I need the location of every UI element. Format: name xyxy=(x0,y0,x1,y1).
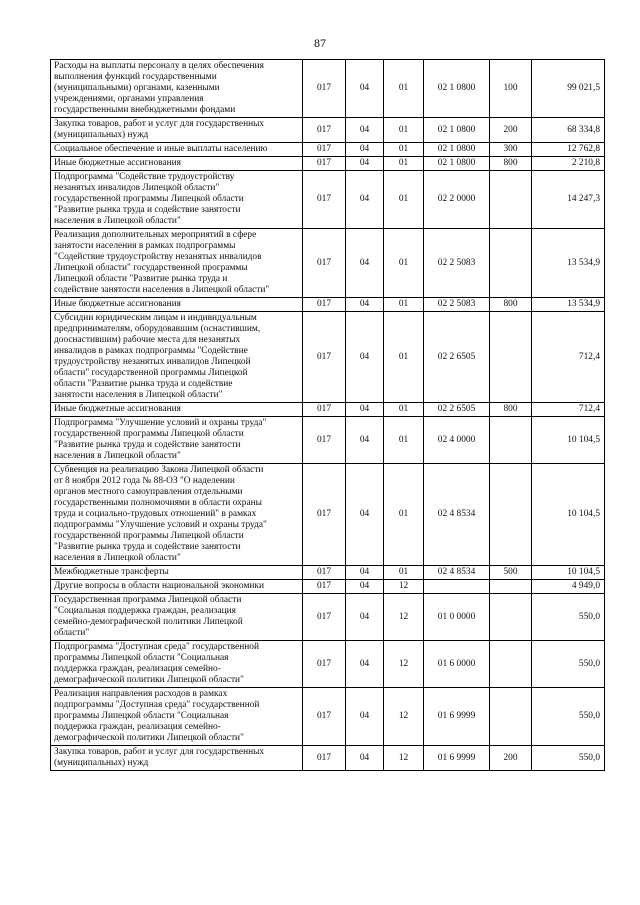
table-row xyxy=(51,229,605,298)
target-article-cell xyxy=(424,580,490,594)
section-code-cell: 04 xyxy=(346,688,384,746)
amount-cell: 10 104,5 xyxy=(532,464,605,566)
target-article-cell: 02 2 6505 xyxy=(424,312,490,403)
subsection-code-cell: 01 xyxy=(384,171,424,229)
target-article-cell: 02 1 0800 xyxy=(424,118,490,143)
subsection-code-cell: 12 xyxy=(384,594,424,641)
expense-type-cell: 200 xyxy=(490,746,532,771)
table-row xyxy=(51,464,605,566)
expense-type-cell: 300 xyxy=(490,143,532,157)
expense-type-cell: 800 xyxy=(490,403,532,417)
ministry-code-cell: 017 xyxy=(303,641,346,688)
table-row xyxy=(51,403,605,417)
table-row xyxy=(51,171,605,229)
target-article-cell: 02 2 0000 xyxy=(424,171,490,229)
subsection-code-cell: 01 xyxy=(384,298,424,312)
subsection-code-cell: 12 xyxy=(384,641,424,688)
table-row xyxy=(51,688,605,746)
target-article-cell: 02 4 8534 xyxy=(424,464,490,566)
target-article-cell: 01 6 9999 xyxy=(424,688,490,746)
section-code-cell: 04 xyxy=(346,171,384,229)
amount-cell: 13 534,9 xyxy=(532,298,605,312)
expense-type-cell xyxy=(490,688,532,746)
row-name-cell: Закупка товаров, работ и услуг для государственных (муниципальных) нужд xyxy=(51,746,303,771)
ministry-code-cell: 017 xyxy=(303,688,346,746)
row-name-cell: Подпрограмма "Доступная среда" государственной программы Липецкой области "Социальная поддержка граждан, реализация семейно- демографической политики Липецкой области" xyxy=(51,641,303,688)
section-code-cell: 04 xyxy=(346,312,384,403)
target-article-cell: 02 1 0800 xyxy=(424,157,490,171)
section-code-cell: 04 xyxy=(346,464,384,566)
row-name-cell: Подпрограмма "Улучшение условий и охраны труда" государственной программы Липецкой области "Развитие рынка труда и содействие занятости населения в Липецкой области" xyxy=(51,417,303,464)
subsection-code-cell: 01 xyxy=(384,464,424,566)
target-article-cell: 01 6 0000 xyxy=(424,641,490,688)
row-name-cell: Другие вопросы в области национальной экономики xyxy=(51,580,303,594)
section-code-cell: 04 xyxy=(346,417,384,464)
amount-cell: 4 949,0 xyxy=(532,580,605,594)
ministry-code-cell: 017 xyxy=(303,464,346,566)
target-article-cell: 02 1 0800 xyxy=(424,143,490,157)
amount-cell: 550,0 xyxy=(532,641,605,688)
table-row xyxy=(51,312,605,403)
expense-type-cell: 800 xyxy=(490,157,532,171)
row-name-cell: Реализация дополнительных мероприятий в сфере занятости населения в рамках подпрограммы "Содействие трудоустройству незанятых инвалидов Липецкой области" государственной программы Липецкой области "Развитие рынка труда и содействие занятости населения в Липецкой области" xyxy=(51,229,303,298)
ministry-code-cell: 017 xyxy=(303,157,346,171)
target-article-cell: 02 2 5083 xyxy=(424,229,490,298)
ministry-code-cell: 017 xyxy=(303,566,346,580)
subsection-code-cell: 01 xyxy=(384,566,424,580)
ministry-code-cell: 017 xyxy=(303,312,346,403)
table-row xyxy=(51,143,605,157)
table-row xyxy=(51,594,605,641)
table-row xyxy=(51,298,605,312)
row-name-cell: Иные бюджетные ассигнования xyxy=(51,157,303,171)
table-row xyxy=(51,746,605,771)
section-code-cell: 04 xyxy=(346,157,384,171)
table-row xyxy=(51,580,605,594)
expense-type-cell xyxy=(490,229,532,298)
expense-type-cell xyxy=(490,417,532,464)
ministry-code-cell: 017 xyxy=(303,580,346,594)
page-number: 87 xyxy=(314,36,326,50)
amount-cell: 550,0 xyxy=(532,594,605,641)
target-article-cell: 02 4 0000 xyxy=(424,417,490,464)
expense-type-cell xyxy=(490,594,532,641)
amount-cell: 712,4 xyxy=(532,312,605,403)
ministry-code-cell: 017 xyxy=(303,746,346,771)
row-name-cell: Расходы на выплаты персоналу в целях обеспечения выполнения функций государственными (муниципальными) органами, казенными учреждениями, органами управления государственными внебюджетными фондами xyxy=(51,60,303,118)
ministry-code-cell: 017 xyxy=(303,60,346,118)
subsection-code-cell: 01 xyxy=(384,60,424,118)
section-code-cell: 04 xyxy=(346,229,384,298)
ministry-code-cell: 017 xyxy=(303,298,346,312)
budget-table xyxy=(50,59,605,771)
table-row xyxy=(51,118,605,143)
ministry-code-cell: 017 xyxy=(303,229,346,298)
amount-cell: 550,0 xyxy=(532,746,605,771)
table-body xyxy=(51,60,605,771)
target-article-cell: 02 4 8534 xyxy=(424,566,490,580)
row-name-cell: Подпрограмма "Содействие трудоустройству незанятых инвалидов Липецкой области" государственной программы Липецкой области "Развитие рынка труда и содействие занятости населения в Липецкой области" xyxy=(51,171,303,229)
expense-type-cell xyxy=(490,171,532,229)
ministry-code-cell: 017 xyxy=(303,118,346,143)
expense-type-cell xyxy=(490,312,532,403)
subsection-code-cell: 01 xyxy=(384,417,424,464)
expense-type-cell xyxy=(490,641,532,688)
table-row xyxy=(51,60,605,118)
target-article-cell: 01 6 9999 xyxy=(424,746,490,771)
section-code-cell: 04 xyxy=(346,143,384,157)
amount-cell: 68 334,8 xyxy=(532,118,605,143)
section-code-cell: 04 xyxy=(346,118,384,143)
section-code-cell: 04 xyxy=(346,580,384,594)
section-code-cell: 04 xyxy=(346,298,384,312)
expense-type-cell: 200 xyxy=(490,118,532,143)
target-article-cell: 02 2 6505 xyxy=(424,403,490,417)
expense-type-cell xyxy=(490,580,532,594)
table-row xyxy=(51,566,605,580)
amount-cell: 10 104,5 xyxy=(532,566,605,580)
ministry-code-cell: 017 xyxy=(303,171,346,229)
subsection-code-cell: 12 xyxy=(384,688,424,746)
ministry-code-cell: 017 xyxy=(303,143,346,157)
expense-type-cell xyxy=(490,464,532,566)
row-name-cell: Государственная программа Липецкой области "Социальная поддержка граждан, реализация семейно-демографической политики Липецкой области" xyxy=(51,594,303,641)
subsection-code-cell: 12 xyxy=(384,580,424,594)
table-row xyxy=(51,157,605,171)
row-name-cell: Реализация направления расходов в рамках подпрограммы "Доступная среда" государственной программы Липецкой области "Социальная поддержка граждан, реализация семейно- демографической политики Липецкой области" xyxy=(51,688,303,746)
expense-type-cell: 100 xyxy=(490,60,532,118)
subsection-code-cell: 01 xyxy=(384,157,424,171)
row-name-cell: Иные бюджетные ассигнования xyxy=(51,403,303,417)
target-article-cell: 02 1 0800 xyxy=(424,60,490,118)
target-article-cell: 01 0 0000 xyxy=(424,594,490,641)
row-name-cell: Иные бюджетные ассигнования xyxy=(51,298,303,312)
row-name-cell: Субвенция на реализацию Закона Липецкой области от 8 ноября 2012 года № 88-ОЗ "О наделении органов местного самоуправления отдельными государственными полномочиями в области охраны труда и социально-трудовых отношений" в рамках подпрограммы "Улучшение условий и охраны труда" государственной программы Липецкой области "Развитие рынка труда и содействие занятости населения в Липецкой области" xyxy=(51,464,303,566)
ministry-code-cell: 017 xyxy=(303,403,346,417)
section-code-cell: 04 xyxy=(346,403,384,417)
subsection-code-cell: 01 xyxy=(384,118,424,143)
subsection-code-cell: 01 xyxy=(384,229,424,298)
section-code-cell: 04 xyxy=(346,60,384,118)
amount-cell: 2 210,8 xyxy=(532,157,605,171)
expense-type-cell: 800 xyxy=(490,298,532,312)
amount-cell: 550,0 xyxy=(532,688,605,746)
ministry-code-cell: 017 xyxy=(303,594,346,641)
amount-cell: 10 104,5 xyxy=(532,417,605,464)
section-code-cell: 04 xyxy=(346,746,384,771)
row-name-cell: Субсидии юридическим лицам и индивидуальным предпринимателям, оборудовавшим (оснастившим, дооснастившим) рабочие места для незанятых инвалидов в рамках подпрограммы "Содействие трудоустройству незанятых инвалидов Липецкой области" государственной программы Липецкой области "Развитие рынка труда и содействие занятости населения в Липецкой области" xyxy=(51,312,303,403)
table-row xyxy=(51,641,605,688)
row-name-cell: Межбюджетные трансферты xyxy=(51,566,303,580)
section-code-cell: 04 xyxy=(346,594,384,641)
subsection-code-cell: 01 xyxy=(384,143,424,157)
amount-cell: 14 247,3 xyxy=(532,171,605,229)
amount-cell: 13 534,9 xyxy=(532,229,605,298)
subsection-code-cell: 12 xyxy=(384,746,424,771)
amount-cell: 712,4 xyxy=(532,403,605,417)
subsection-code-cell: 01 xyxy=(384,403,424,417)
section-code-cell: 04 xyxy=(346,641,384,688)
table-row xyxy=(51,417,605,464)
target-article-cell: 02 2 5083 xyxy=(424,298,490,312)
amount-cell: 99 021,5 xyxy=(532,60,605,118)
row-name-cell: Закупка товаров, работ и услуг для государственных (муниципальных) нужд xyxy=(51,118,303,143)
ministry-code-cell: 017 xyxy=(303,417,346,464)
section-code-cell: 04 xyxy=(346,566,384,580)
subsection-code-cell: 01 xyxy=(384,312,424,403)
row-name-cell: Социальное обеспечение и иные выплаты населению xyxy=(51,143,303,157)
amount-cell: 12 762,8 xyxy=(532,143,605,157)
expense-type-cell: 500 xyxy=(490,566,532,580)
